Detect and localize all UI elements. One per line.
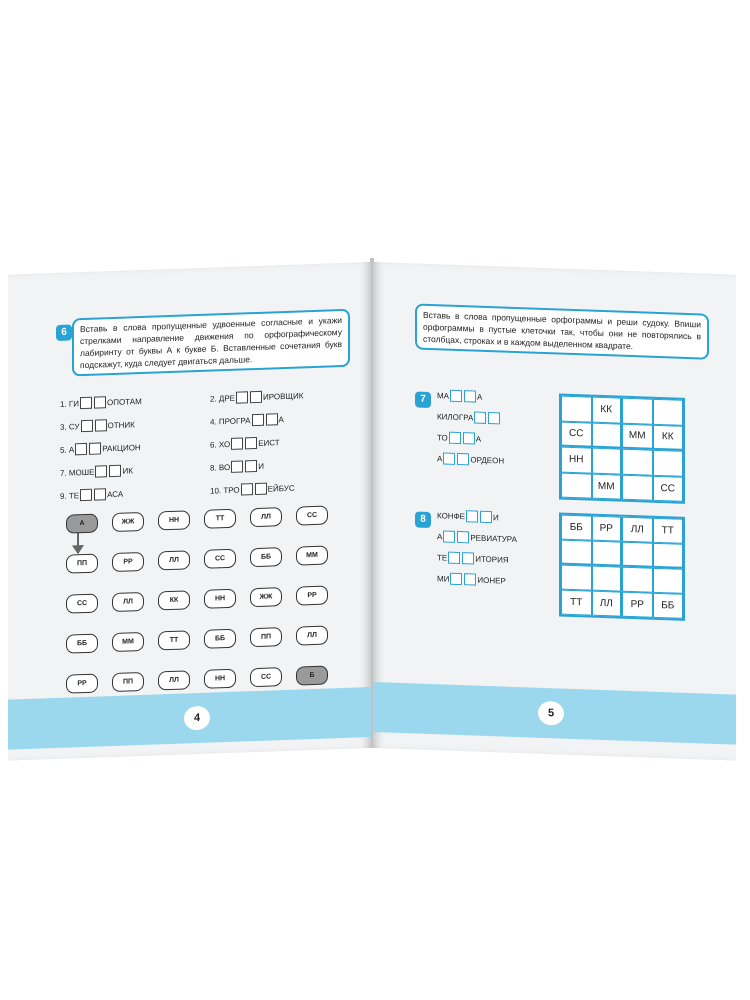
sudoku-cell: СС — [653, 475, 684, 502]
word-suffix: ИОНЕР — [477, 575, 506, 586]
blank-letter-box[interactable] — [450, 390, 462, 402]
maze-cell[interactable]: РР — [296, 586, 328, 606]
word-item — [60, 464, 133, 479]
sudoku-cell[interactable] — [592, 566, 623, 592]
sudoku-cell[interactable] — [653, 399, 684, 426]
maze-cell[interactable]: ТТ — [204, 509, 236, 529]
sudoku-cell: СС — [561, 421, 592, 448]
word-item — [60, 488, 123, 502]
blank-letter-box[interactable] — [462, 552, 474, 564]
blank-letter-box[interactable] — [75, 443, 87, 455]
task8-sudoku-grid — [559, 512, 685, 620]
sudoku-cell: РР — [622, 592, 653, 618]
maze-cell[interactable]: ЖЖ — [112, 512, 144, 532]
sudoku-cell[interactable] — [653, 543, 684, 569]
word-suffix: И — [258, 461, 264, 471]
word-item — [437, 551, 509, 566]
maze-cell[interactable]: ПП — [112, 672, 144, 692]
blank-letter-box[interactable] — [266, 413, 278, 425]
blank-letter-box[interactable] — [466, 510, 478, 522]
word-suffix: ОТНИК — [107, 419, 135, 430]
maze-cell[interactable]: СС — [250, 667, 282, 687]
blank-letter-box[interactable] — [488, 412, 500, 424]
word-prefix: А — [437, 531, 443, 541]
blank-letter-box[interactable] — [464, 573, 476, 585]
blank-letter-box[interactable] — [81, 420, 93, 432]
word-suffix: РАКЦИОН — [102, 442, 141, 453]
blank-letter-box[interactable] — [94, 396, 106, 408]
sudoku-cell[interactable] — [592, 422, 623, 449]
blank-letter-box[interactable] — [250, 391, 262, 403]
word-item — [437, 410, 501, 424]
blank-letter-box[interactable] — [245, 437, 257, 449]
word-prefix: МА — [437, 390, 449, 401]
word-item — [437, 452, 504, 466]
word-item — [210, 389, 303, 404]
blank-letter-box[interactable] — [231, 437, 243, 449]
sudoku-cell: ТТ — [561, 590, 592, 616]
maze-cell[interactable]: ЛЛ — [158, 670, 190, 690]
word-prefix: ТО — [437, 432, 448, 443]
maze-cell[interactable]: ББ — [66, 634, 98, 654]
sudoku-cell: ББ — [653, 593, 684, 619]
word-prefix: 1. ГИ — [60, 398, 79, 409]
sudoku-cell: КК — [592, 397, 623, 424]
word-item — [437, 389, 482, 403]
sudoku-cell: ЛЛ — [592, 591, 623, 617]
blank-letter-box[interactable] — [94, 488, 106, 500]
sudoku-cell: НН — [561, 447, 592, 474]
maze-cell[interactable]: ЛЛ — [158, 550, 190, 570]
blank-letter-box[interactable] — [95, 465, 107, 477]
right-page — [373, 262, 736, 761]
blank-letter-box[interactable] — [457, 531, 469, 543]
sudoku-cell[interactable] — [561, 565, 592, 591]
word-suffix: АСА — [107, 489, 124, 499]
word-suffix: А — [278, 414, 284, 424]
blank-letter-box[interactable] — [443, 452, 455, 464]
sudoku-cell: ЛЛ — [622, 517, 653, 543]
word-prefix: МИ — [437, 573, 450, 584]
maze-cell[interactable]: НН — [204, 669, 236, 689]
maze-cell[interactable]: РР — [112, 552, 144, 572]
word-item — [60, 418, 135, 433]
task7-sudoku-grid — [559, 393, 685, 503]
sudoku-cell: РР — [592, 516, 623, 542]
sudoku-cell[interactable] — [653, 450, 684, 477]
blank-letter-box[interactable] — [255, 483, 267, 495]
word-item — [437, 530, 517, 545]
task7-number-badge: 7 — [415, 391, 431, 408]
page-number: 4 — [184, 706, 210, 731]
sudoku-cell[interactable] — [592, 541, 623, 567]
sudoku-cell[interactable] — [622, 449, 653, 476]
word-prefix: 8. ВО — [210, 462, 231, 473]
blank-letter-box[interactable] — [236, 391, 248, 403]
page-number: 5 — [538, 701, 564, 726]
word-prefix: 4. ПРОГРА — [210, 415, 251, 427]
maze-cell[interactable]: ЛЛ — [296, 626, 328, 646]
word-suffix: ИТОРИЯ — [475, 554, 509, 565]
task8-number-badge: 8 — [415, 511, 431, 528]
blank-letter-box[interactable] — [95, 419, 107, 431]
word-suffix: А — [477, 392, 483, 402]
blank-letter-box[interactable] — [89, 442, 101, 454]
sudoku-cell: ТТ — [653, 518, 684, 544]
blank-letter-box[interactable] — [464, 390, 476, 402]
word-prefix: ТЕ — [437, 552, 448, 563]
word-prefix: 2. ДРЕ — [210, 393, 235, 404]
task6-number-badge: 6 — [56, 324, 72, 341]
word-prefix: 9. ТЕ — [60, 490, 80, 501]
word-suffix: ОПОТАМ — [106, 396, 142, 407]
word-suffix: ОРДЕОН — [470, 454, 505, 466]
word-item — [437, 572, 506, 586]
word-item — [437, 509, 499, 523]
maze-cell[interactable]: ЖЖ — [250, 587, 282, 607]
word-item — [60, 395, 142, 410]
blank-letter-box[interactable] — [80, 397, 92, 409]
blank-letter-box[interactable] — [80, 489, 92, 501]
word-suffix: ИРОВЩИК — [262, 390, 304, 402]
blank-letter-box[interactable] — [241, 483, 253, 495]
word-item — [210, 413, 284, 428]
blank-letter-box[interactable] — [474, 412, 486, 424]
blank-letter-box[interactable] — [449, 432, 461, 444]
maze-cell[interactable]: НН — [204, 589, 236, 609]
sudoku-cell[interactable] — [561, 472, 592, 499]
maze-end-cell[interactable]: Б — [296, 666, 328, 686]
maze-cell[interactable]: ММ — [296, 546, 328, 566]
word-prefix: КИЛОГРА — [437, 411, 474, 423]
maze-cell[interactable]: ББ — [204, 629, 236, 649]
blank-letter-box[interactable] — [457, 453, 469, 465]
maze-cell[interactable]: ПП — [250, 627, 282, 647]
left-page-footer — [8, 687, 371, 750]
sudoku-cell: ММ — [592, 473, 623, 500]
blank-letter-box[interactable] — [245, 460, 257, 472]
task6-instruction: Вставь в слова пропущенные удвоенные согласные и укажи стрелками направление движения по орфографическому лабиринту от буквы А к букве Б. Вставленные сочетания букв подскажут, куда следует двигаться дальше. — [72, 309, 350, 377]
sudoku-cell[interactable] — [653, 568, 684, 594]
sudoku-cell[interactable] — [561, 540, 592, 566]
word-suffix: ЕЙБУС — [267, 483, 295, 494]
maze-cell[interactable]: ББ — [250, 547, 282, 567]
sudoku-cell[interactable] — [592, 448, 623, 475]
word-item — [210, 482, 295, 497]
maze-cell[interactable]: СС — [204, 549, 236, 569]
right-page-footer — [373, 682, 736, 745]
blank-letter-box[interactable] — [109, 465, 121, 477]
blank-letter-box[interactable] — [231, 460, 243, 472]
blank-letter-box[interactable] — [252, 414, 264, 426]
maze-cell[interactable]: НН — [158, 510, 190, 530]
word-prefix: 6. ХО — [210, 439, 231, 450]
word-item — [210, 460, 264, 474]
word-suffix: РЕВИАТУРА — [470, 532, 517, 544]
word-prefix: 5. А — [60, 444, 75, 455]
maze-cell[interactable]: ЛЛ — [250, 507, 282, 527]
word-suffix: ИК — [122, 465, 133, 476]
sudoku-cell[interactable] — [622, 474, 653, 501]
maze-cell[interactable]: КК — [158, 590, 190, 610]
sudoku-cell[interactable] — [622, 542, 653, 568]
maze-cell[interactable]: СС — [296, 506, 328, 526]
maze-cell[interactable]: ЛЛ — [112, 592, 144, 612]
maze-cell[interactable]: ММ — [112, 632, 144, 652]
sudoku-cell: ММ — [622, 423, 653, 450]
word-suffix: И — [493, 512, 499, 522]
sudoku-cell[interactable] — [561, 396, 592, 423]
sudoku-instruction: Вставь в слова пропущенные орфограммы и реши судоку. Впиши орфограммы в пустые клеточки так, чтобы они не повторялись в столбцах, строках и в каждом выделенном квадрате. — [415, 303, 709, 359]
maze-cell[interactable]: РР — [66, 674, 98, 694]
blank-letter-box[interactable] — [443, 530, 455, 542]
word-item — [210, 436, 280, 450]
sudoku-cell[interactable] — [622, 567, 653, 593]
maze-start-cell[interactable]: А — [66, 514, 98, 534]
sudoku-cell: ББ — [561, 515, 592, 541]
left-page — [8, 262, 371, 761]
blank-letter-box[interactable] — [450, 573, 462, 585]
workbook-spread — [8, 248, 744, 738]
word-item — [60, 441, 141, 456]
word-prefix: 10. ТРО — [210, 485, 240, 496]
maze-cell[interactable]: СС — [66, 594, 98, 614]
word-prefix: А — [437, 453, 443, 463]
word-prefix: 3. СУ — [60, 421, 80, 432]
sudoku-cell[interactable] — [622, 398, 653, 425]
maze-cell[interactable]: ПП — [66, 554, 98, 574]
word-suffix: ЕИСТ — [258, 437, 280, 448]
sudoku-cell: КК — [653, 424, 684, 451]
blank-letter-box[interactable] — [480, 511, 492, 523]
maze-cell[interactable]: ТТ — [158, 630, 190, 650]
word-prefix: КОНФЕ — [437, 510, 465, 521]
word-item — [437, 431, 481, 445]
word-suffix: А — [475, 434, 482, 444]
blank-letter-box[interactable] — [448, 552, 460, 564]
word-prefix: 7. МОШЕ — [60, 467, 95, 478]
blank-letter-box[interactable] — [463, 432, 475, 444]
